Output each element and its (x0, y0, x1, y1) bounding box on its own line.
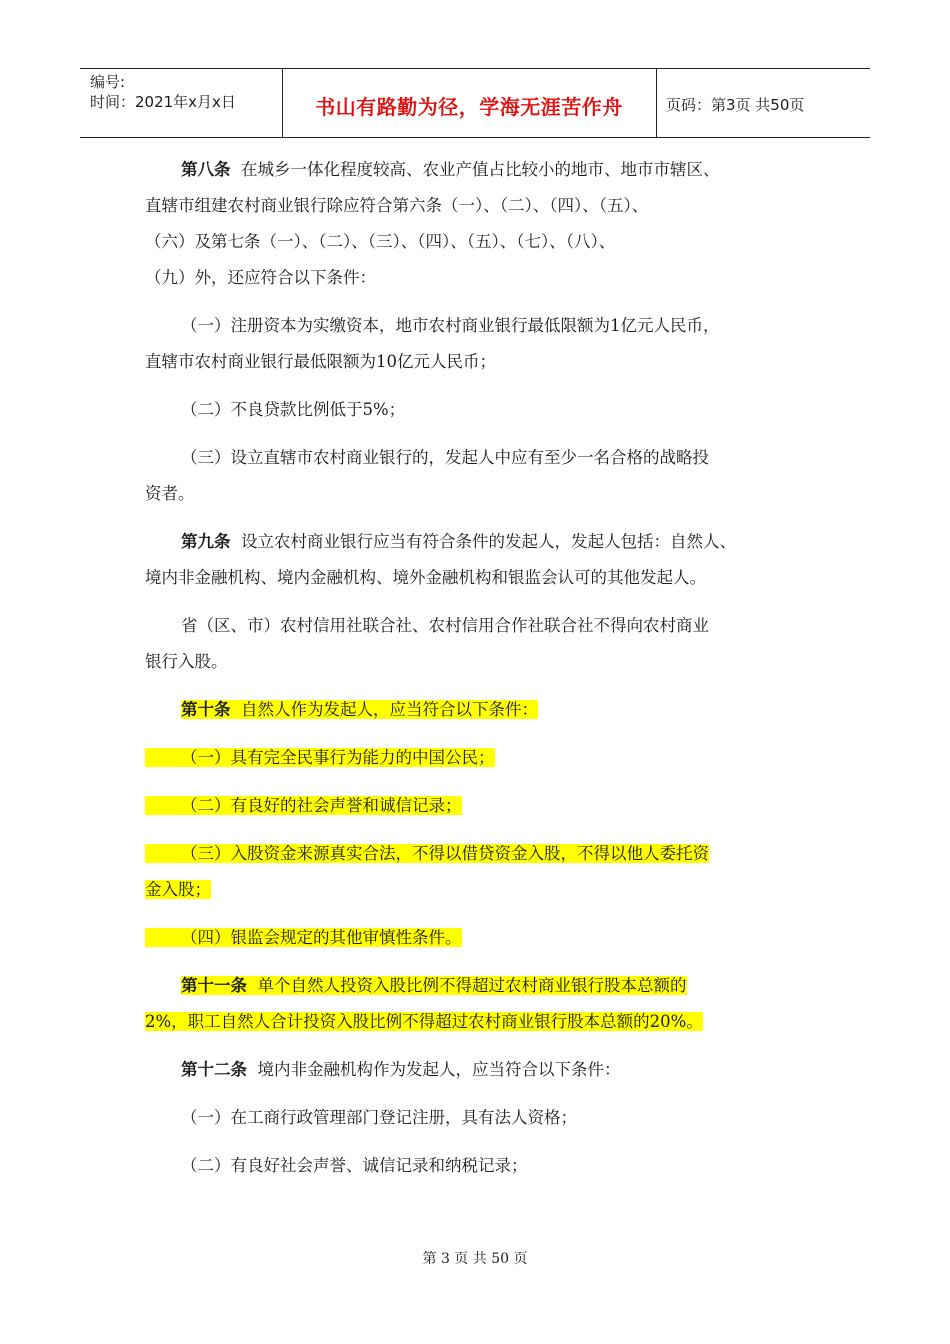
text-line: 省（区、市）农村信用社联合社、农村信用合作社联合社不得向农村商业 (181, 616, 709, 635)
highlighted-text (181, 700, 538, 719)
highlighted-text: 金入股； (145, 880, 211, 899)
clause (145, 440, 815, 512)
clause (145, 1148, 815, 1184)
highlighted-text: （二）有良好的社会声誉和诚信记录； (145, 796, 462, 815)
text-line: 资者。 (145, 484, 195, 503)
number-label: 编号: (90, 73, 126, 91)
article-12 (145, 1052, 815, 1088)
paragraph (145, 608, 815, 680)
text-line: （九）外，还应符合以下条件： (145, 268, 376, 287)
text-line: （一）在工商行政管理部门登记注册，具有法人资格； (181, 1108, 577, 1127)
text-line: 直辖市农村商业银行最低限额为10亿元人民币； (145, 352, 496, 371)
highlighted-text: （三）入股资金来源真实合法，不得以借贷资金入股，不得以他人委托资 (145, 844, 709, 863)
text-line: （一）注册资本为实缴资本，地市农村商业银行最低限额为1亿元人民币， (181, 316, 720, 335)
article-title: 第八条 (181, 160, 231, 179)
clause (145, 308, 815, 380)
text-line: 单个自然人投资入股比例不得超过农村商业银行股本总额的 (257, 976, 687, 995)
document-body (145, 152, 815, 1196)
highlighted-text: （四）银监会规定的其他审慎性条件。 (145, 928, 462, 947)
text-line: 直辖市组建农村商业银行除应符合第六条（一）、（二）、（四）、（五）、 (145, 196, 649, 215)
page-header (80, 68, 870, 138)
time-label: 时间：2021年x月x日 (90, 93, 236, 111)
motto-text: 书山有路勤为径，学海无涯苦作舟 (315, 95, 623, 119)
article-8 (145, 152, 815, 296)
text-line: （三）设立直辖市农村商业银行的，发起人中应有至少一名合格的战略投 (181, 448, 709, 467)
text-line: （二）不良贷款比例低于5%； (181, 400, 406, 419)
article-title: 第十条 (181, 700, 231, 719)
highlighted-text (181, 976, 687, 995)
highlighted-text: （一）具有完全民事行为能力的中国公民； (145, 748, 495, 767)
text-line: 境内非金融机构作为发起人，应当符合以下条件： (257, 1060, 621, 1079)
clause (145, 740, 815, 776)
article-11 (145, 968, 815, 1040)
header-page-cell (656, 69, 870, 137)
clause (145, 920, 815, 956)
header-motto-cell (282, 69, 657, 137)
highlighted-text: 2%，职工自然人合计投资入股比例不得超过农村商业银行股本总额的20%。 (145, 1012, 703, 1031)
article-10 (145, 692, 815, 728)
clause (145, 836, 815, 908)
text-line: 在城乡一体化程度较高、农业产值占比较小的地市、地市市辖区、 (241, 160, 720, 179)
clause (145, 392, 815, 428)
article-title: 第九条 (181, 532, 231, 551)
page-info: 页码：第3页 共50页 (666, 96, 805, 114)
article-title: 第十二条 (181, 1060, 247, 1079)
article-title: 第十一条 (181, 976, 247, 995)
page-footer: 第 3 页 共 50 页 (422, 1251, 528, 1267)
text-line: （六）及第七条（一）、（二）、（三）、（四）、（五）、（七）、（八）、 (145, 232, 616, 251)
header-meta (80, 69, 283, 137)
text-line: 设立农村商业银行应当有符合条件的发起人，发起人包括：自然人、 (241, 532, 736, 551)
text-line: （二）有良好社会声誉、诚信记录和纳税记录； (181, 1156, 528, 1175)
clause (145, 788, 815, 824)
text-line: 境内非金融机构、境内金融机构、境外金融机构和银监会认可的其他发起人。 (145, 568, 706, 587)
text-line: 自然人作为发起人，应当符合以下条件： (241, 700, 538, 719)
clause (145, 1100, 815, 1136)
text-line: 银行入股。 (145, 652, 228, 671)
article-9 (145, 524, 815, 596)
